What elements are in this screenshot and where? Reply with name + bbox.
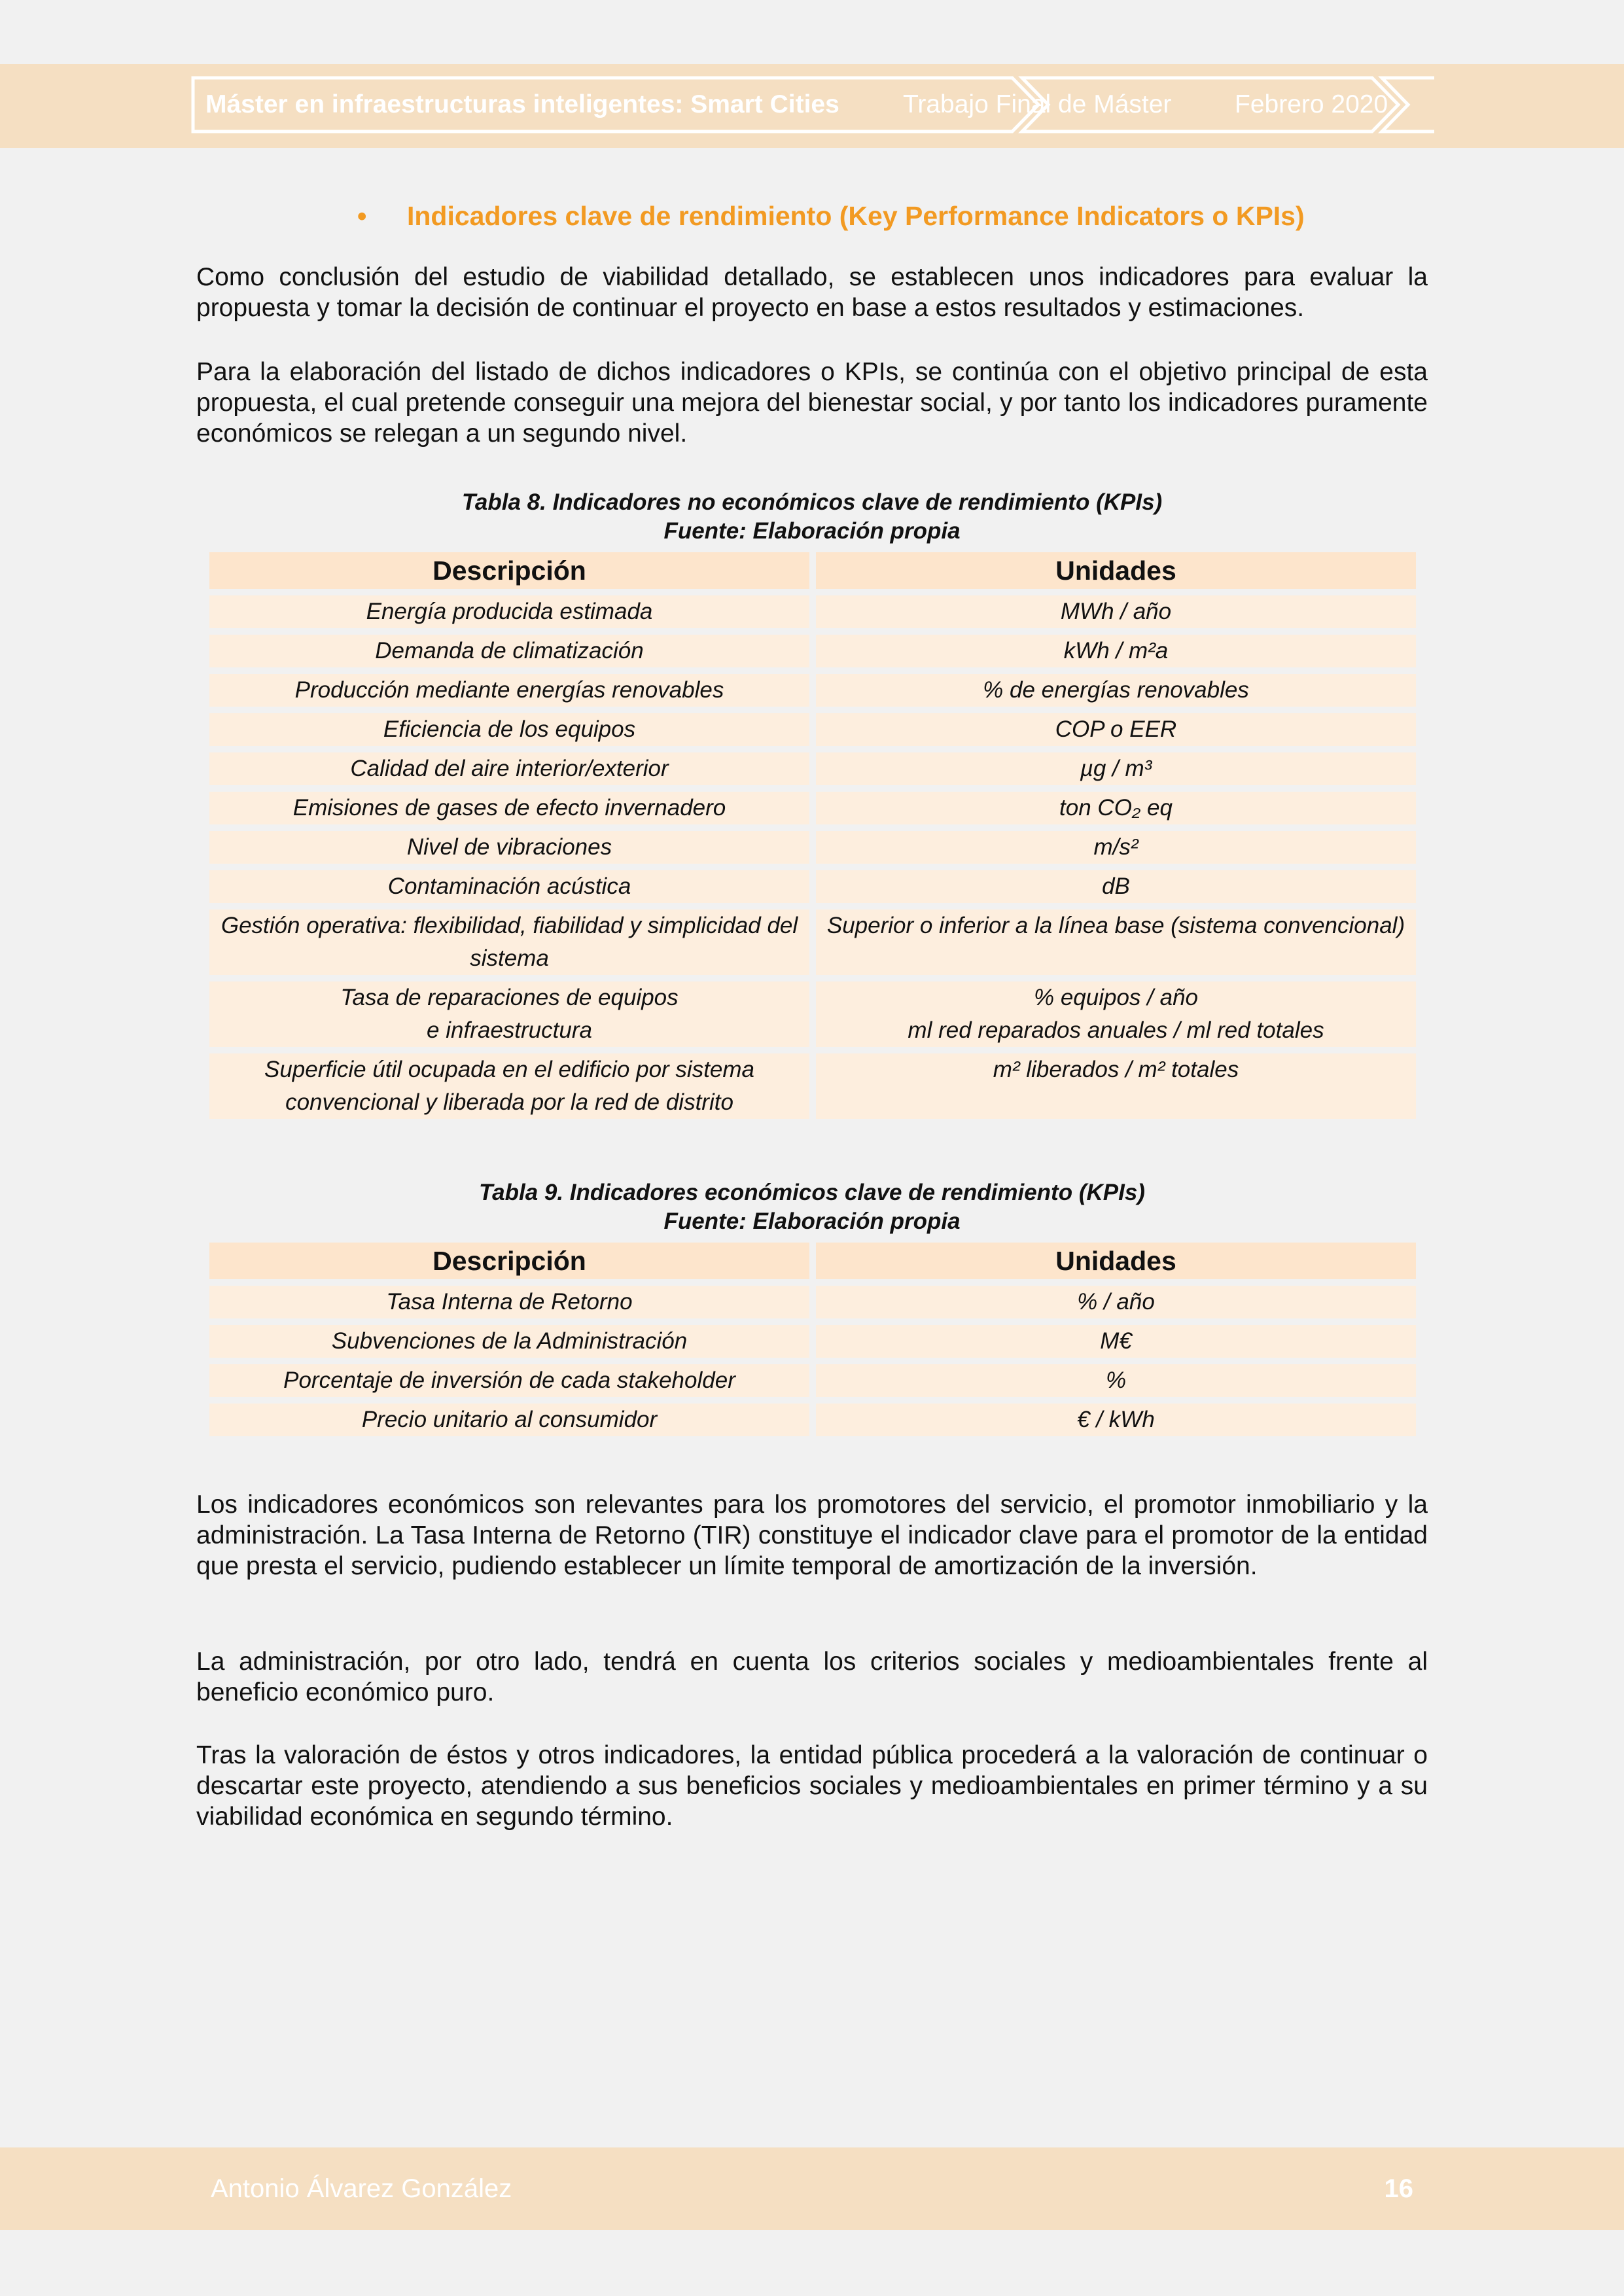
table-row [209,1053,1416,1119]
cell-descripcion: Emisiones de gases de efecto invernadero [209,792,809,824]
table-row [209,870,1416,903]
cell-descripcion: Subvenciones de la Administración [209,1325,809,1358]
table-row [209,831,1416,864]
cell-descripcion: Tasa Interna de Retorno [209,1286,809,1318]
table-row [209,1364,1416,1397]
cell-unidades: µg / m³ [816,752,1416,785]
cell-descripcion: Producción mediante energías renovables [209,674,809,707]
intro-paragraph-2: Para la elaboración del listado de dichos indicadores o KPIs, se continúa con el objetivo principal de esta propuesta, el cual pretende conseguir una mejora del bienestar social, y por tanto los indicadores puramente económicos se relegan a un segundo nivel. [196,358,1428,448]
cell-descripcion: Calidad del aire interior/exterior [209,752,809,785]
cell-unidades: % equipos / año ml red reparados anuales / ml red totales [816,981,1416,1047]
breadcrumb-tfm: Trabajo Final de Máster [903,90,1172,118]
table-row [209,910,1416,975]
table-row [209,1325,1416,1358]
table8-caption: Tabla 8. Indicadores no económicos clave de rendimiento (KPIs) [461,489,1163,515]
cell-descripcion: Nivel de vibraciones [209,831,809,864]
table9-body [209,1286,1416,1436]
table8-source: Fuente: Elaboración propia [663,518,961,544]
table-row [209,595,1416,628]
closing-paragraph-3: Tras la valoración de éstos y otros indicadores, la entidad pública procederá a la valoración de continuar o descartar este proyecto, atendiendo a sus beneficios sociales y medioambientales en primer término y a su viabilidad económica en segundo término. [196,1741,1428,1831]
cell-unidades: % / año [816,1286,1416,1318]
closing-paragraph-1: Los indicadores económicos son relevantes para los promotores del servicio, el promotor inmobiliario y la administración. La Tasa Interna de Retorno (TIR) constituye el indicador clave para el promotor de la entidad que presta el servicio, pudiendo establecer un límite temporal de amortización de la inversión. [196,1491,1428,1580]
cell-unidades: % de energías renovables [816,674,1416,707]
cell-descripcion: Eficiencia de los equipos [209,713,809,746]
table-row [209,674,1416,707]
cell-descripcion: Gestión operativa: flexibilidad, fiabilidad y simplicidad del sistema [209,910,809,975]
table-row [209,792,1416,824]
cell-unidades: dB [816,870,1416,903]
breadcrumb-master: Máster en infraestructuras inteligentes: Smart Cities [205,90,839,118]
column-header-unidades: Unidades [816,552,1416,589]
cell-descripcion: Precio unitario al consumidor [209,1404,809,1436]
table-row [209,635,1416,667]
cell-unidades: ton CO₂ eq [816,792,1416,824]
table-row [209,1286,1416,1318]
column-header-descripcion: Descripción [209,552,809,589]
cell-descripcion: Demanda de climatización [209,635,809,667]
column-header-unidades: Unidades [816,1243,1416,1279]
cell-descripcion: Energía producida estimada [209,595,809,628]
cell-unidades: Superior o inferior a la línea base (sistema convencional) [816,910,1416,975]
intro-paragraph-1: Como conclusión del estudio de viabilidad detallado, se establecen unos indicadores para evaluar la propuesta y tomar la decisión de continuar el proyecto en base a estos resultados y estimaciones. [196,263,1428,322]
cell-unidades: COP o EER [816,713,1416,746]
table-row [209,981,1416,1047]
table9 [203,1236,1422,1443]
section-title: Indicadores clave de rendimiento (Key Performance Indicators o KPIs) [407,201,1305,231]
cell-descripcion: Porcentaje de inversión de cada stakeholder [209,1364,809,1397]
table-row [209,713,1416,746]
table-row [209,752,1416,785]
table8 [203,546,1422,1125]
cell-unidades: MWh / año [816,595,1416,628]
footer-author: Antonio Álvarez González [211,2174,512,2203]
cell-descripcion: Contaminación acústica [209,870,809,903]
breadcrumb-date: Febrero 2020 [1235,90,1388,118]
cell-descripcion: Tasa de reparaciones de equipos e infraestructura [209,981,809,1047]
column-header-descripcion: Descripción [209,1243,809,1279]
table-header-row [209,1243,1416,1279]
page-number: 16 [1384,2174,1413,2203]
table8-body [209,595,1416,1119]
cell-unidades: m/s² [816,831,1416,864]
table-header-row [209,552,1416,589]
cell-unidades: m² liberados / m² totales [816,1053,1416,1119]
cell-unidades: M€ [816,1325,1416,1358]
table9-caption: Tabla 9. Indicadores económicos clave de rendimiento (KPIs) [479,1180,1145,1205]
table-row [209,1404,1416,1436]
closing-paragraph-2: La administración, por otro lado, tendrá en cuenta los criterios sociales y medioambientales frente al beneficio económico puro. [196,1648,1428,1706]
cell-unidades: € / kWh [816,1404,1416,1436]
table9-source: Fuente: Elaboración propia [663,1209,961,1234]
cell-unidades: % [816,1364,1416,1397]
cell-unidades: kWh / m²a [816,635,1416,667]
bullet-icon: • [357,201,367,231]
breadcrumb [191,76,1434,133]
cell-descripcion: Superficie útil ocupada en el edificio por sistema convencional y liberada por la red de distrito [209,1053,809,1119]
